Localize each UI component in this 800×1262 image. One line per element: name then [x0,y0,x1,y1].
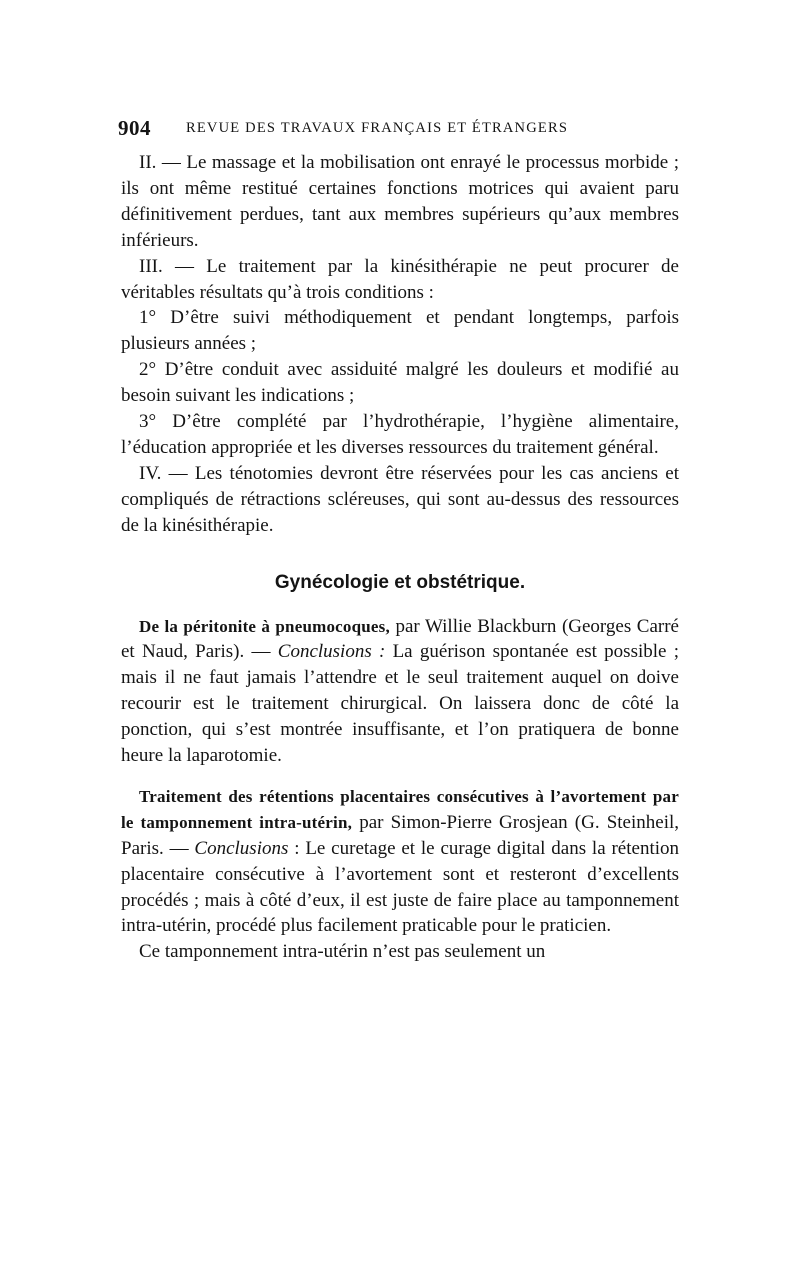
abstract-title: De la péritonite à pneumocoques, [139,616,390,636]
conclusions-label: Conclusions [194,837,289,859]
page-number: 904 [118,116,151,140]
abstract-peritonite [121,614,679,769]
page-body [121,150,679,965]
abstract-retentions [121,784,679,939]
conclusion-iv: IV. — Les ténotomies devront être réservées pour les cas anciens et compliqués de rétractions scléreuses, qui sont au-dessus des ressources de la kinésithérapie. [121,462,679,536]
condition-2: 2° D’être conduit avec assiduité malgré les douleurs et modifié au besoin suivant les indications ; [121,359,679,407]
page-header [118,116,680,142]
condition-3: 3° D’être complété par l’hydrothérapie, l’hygiène alimentaire, l’éducation appropriée et les diverses ressources du traitement général. [121,411,679,458]
abstract-title: Traitement des rétentions placentaires consécutives à l’avortement par le tamponnement intra-utérin, [121,786,679,832]
running-title: REVUE DES TRAVAUX FRANÇAIS ET ÉTRANGERS [186,120,569,136]
abstract-text: La guérison spontanée est possible ; mais il ne faut jamais l’attendre et le seul traitement auquel on doive recourir est le traitement chirurgical. On laissera donc de côté la ponction, qui s’est montrée insuffisante, et l’on pratiquera de bonne heure la laparotomie. [121,641,680,767]
abstract-text: : Le curetage et le curage digital dans la rétention placentaire consécutive à l’avortement sont et resteront d’excellents procédés ; mais à côté d’eux, il est juste de faire place au tamponnement intra-utérin, procédé plus facilement praticable pour le praticien. [121,837,680,937]
condition-1: 1° D’être suivi méthodiquement et pendant longtemps, parfois plusieurs années ; [121,307,679,355]
conclusion-iii: III. — Le traitement par la kinésithérapie ne peut procurer de véritables résultats qu’à trois conditions : [121,255,679,303]
continuation-paragraph: Ce tamponnement intra-utérin n’est pas seulement un [139,941,546,963]
abstract-byline: par Willie Blackburn (Georges Carré et Naud, Paris). — [121,615,679,663]
section-heading: Gynécologie et obstétrique. [274,571,526,593]
abstract-byline: par Simon-Pierre Grosjean (G. Steinheil, Paris. — [121,811,679,859]
conclusions-label: Conclusions : [277,641,386,663]
conclusion-ii: II. — Le massage et la mobilisation ont enrayé le processus morbide ; ils ont même restitué certaines fonctions motrices qui avaient paru définitivement perdues, tant aux membres supérieurs qu’aux membres inférieurs. [121,152,679,251]
